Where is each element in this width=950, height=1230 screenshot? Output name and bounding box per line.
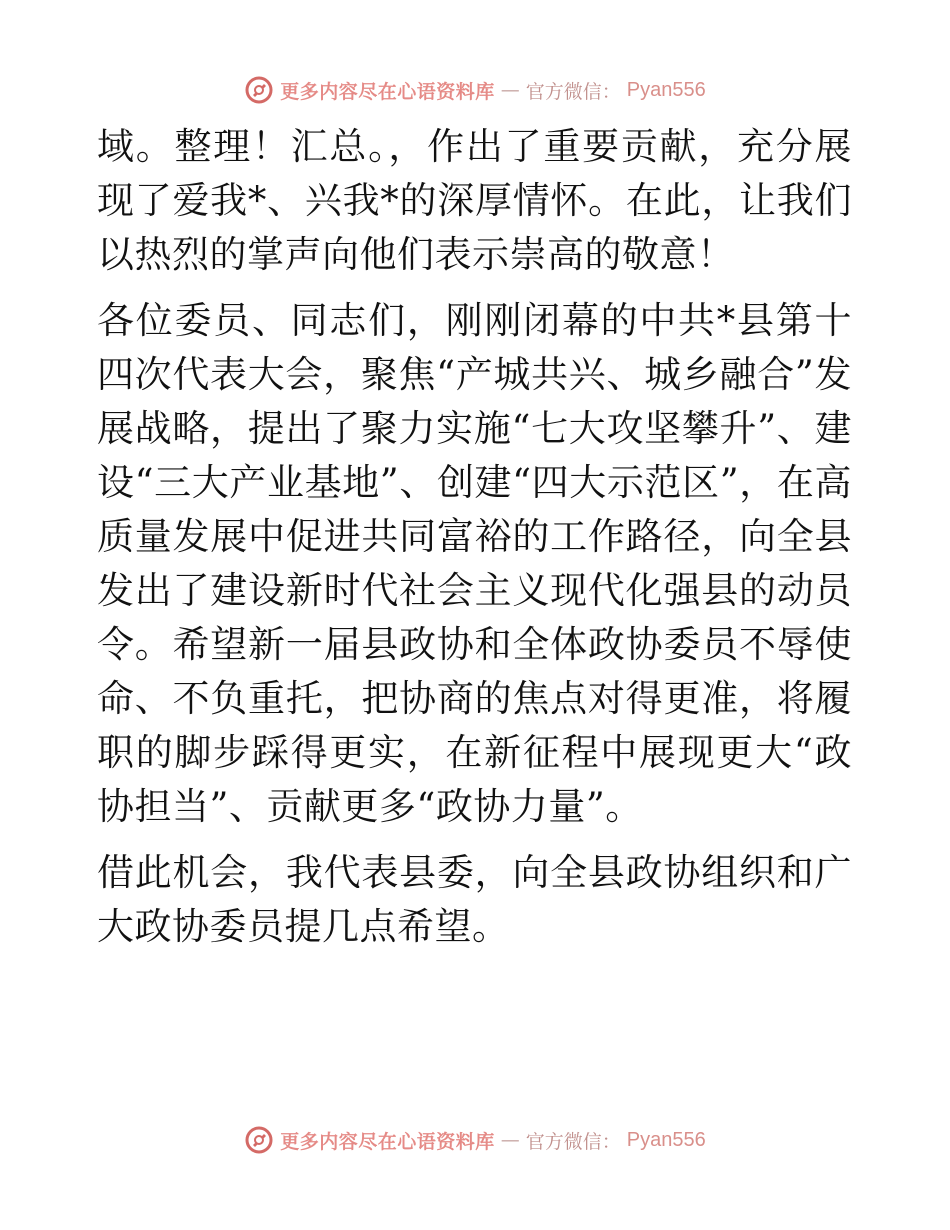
watermark-separator: —	[500, 79, 520, 101]
paragraph-1: 域。整理！汇总。，作出了重要贡献，充分展现了爱我*、兴我*的深厚情怀。在此，让我们以热烈的掌声向他们表示崇高的敬意！	[97, 125, 852, 276]
footer-watermark	[0, 1123, 950, 1157]
brand-logo-icon	[244, 1125, 274, 1155]
watermark-wechat-label: 官方微信：	[525, 80, 621, 103]
watermark-wechat-id: Pyan556	[626, 1128, 706, 1151]
paragraph-3: 借此机会，我代表县委，向全县政协组织和广大政协委员提几点希望。	[97, 851, 852, 948]
watermark-brand-text: 更多内容尽在心语资料库	[280, 80, 495, 103]
watermark-wechat-id: Pyan556	[626, 78, 706, 101]
brand-logo-icon	[244, 75, 274, 105]
watermark-separator: —	[500, 1129, 520, 1151]
document-body	[97, 120, 852, 954]
header-watermark	[0, 73, 950, 107]
paragraph-2: 各位委员、同志们，刚刚闭幕的中共*县第十四次代表大会，聚焦“产城共兴、城乡融合”发展战略，提出了聚力实施“七大攻坚攀升”、建设“三大产业基地”、创建“四大示范区”，在高质量发展中促进共同富裕的工作路径，向全县发出了建设新时代社会主义现代化强县的动员令。希望新一届县政协和全体政协委员不辱使命、不负重托，把协商的焦点对得更准，将履职的脚步踩得更实，在新征程中展现更大“政协担当”、贡献更多“政协力量”。	[97, 299, 852, 828]
watermark-brand-text: 更多内容尽在心语资料库	[280, 1130, 495, 1153]
watermark-wechat-label: 官方微信：	[525, 1130, 621, 1153]
